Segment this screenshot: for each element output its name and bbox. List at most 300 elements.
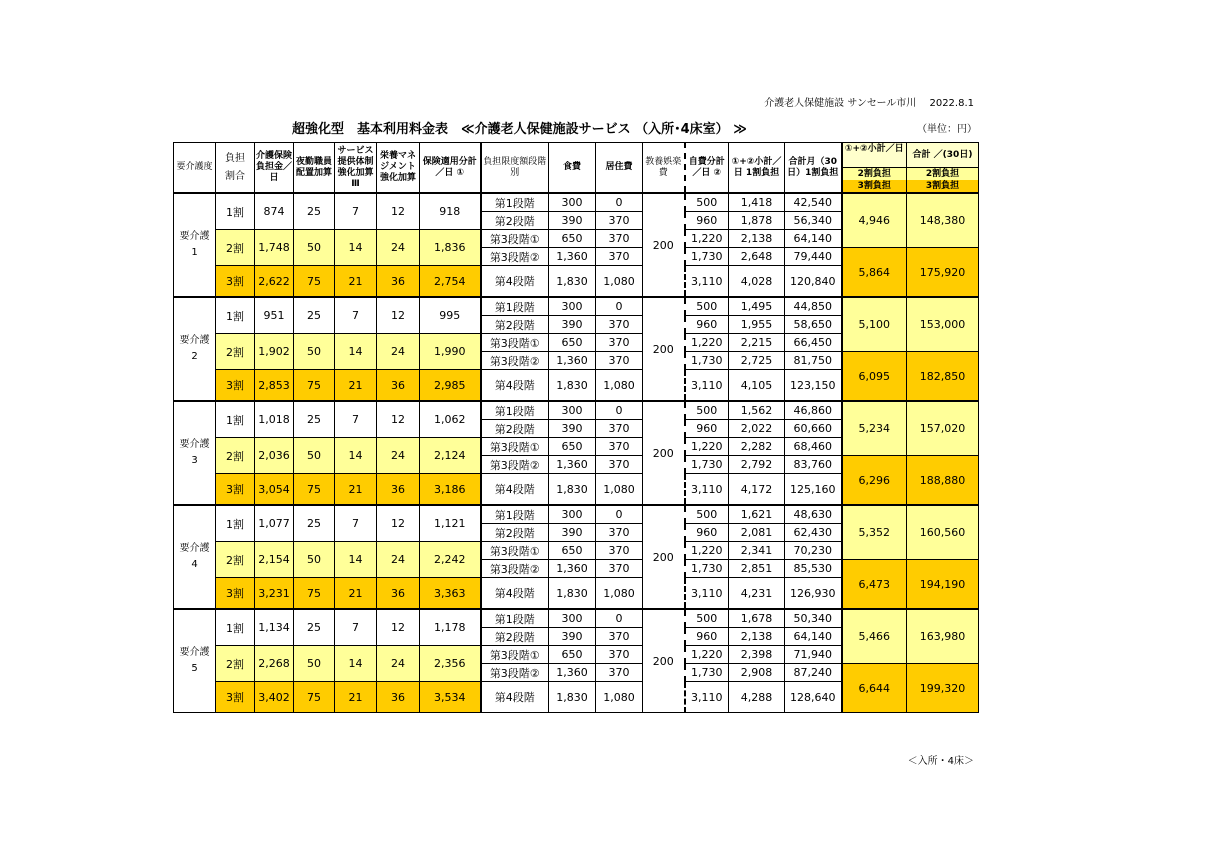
room-fee: 370 (596, 212, 643, 230)
food-fee: 650 (549, 230, 596, 248)
stage-label: 第3段階② (481, 664, 549, 682)
day-total: 2,648 (729, 248, 785, 266)
col-stage: 負担限度額段階別 (481, 143, 549, 194)
col-self: 自費分計／日 ② (685, 143, 729, 194)
care-level-number: 4 (191, 559, 198, 570)
month-total: 85,530 (785, 560, 842, 578)
day-total: 1,878 (729, 212, 785, 230)
ratio2-month-total: 163,980 (907, 609, 979, 664)
month-total: 64,140 (785, 230, 842, 248)
self-subtotal: 1,220 (685, 542, 729, 560)
day-total: 1,418 (729, 193, 785, 212)
col-sub-month (907, 143, 979, 194)
burden-ratio: 2割 (216, 230, 255, 266)
col-total-month: 合計月（30日）1割負担 (785, 143, 842, 194)
stage-label: 第2段階 (481, 628, 549, 646)
self-subtotal: 500 (685, 505, 729, 524)
applied-subtotal: 2,124 (420, 438, 481, 474)
ratio2-month-total: 157,020 (907, 401, 979, 456)
room-fee: 370 (596, 438, 643, 456)
month-total: 66,450 (785, 334, 842, 352)
stage-label: 第3段階② (481, 248, 549, 266)
day-total: 4,172 (729, 474, 785, 506)
service-fee: 21 (335, 266, 377, 298)
service-fee: 14 (335, 646, 377, 682)
nutrition-fee: 24 (377, 542, 420, 578)
ratio3-day-total: 6,644 (842, 664, 907, 713)
insurance-fee: 2,268 (255, 646, 294, 682)
table-row (174, 609, 979, 628)
recreation-fee: 200 (643, 609, 685, 713)
stage-label: 第4段階 (481, 370, 549, 402)
service-fee: 7 (335, 297, 377, 334)
document-date: 2022.8.1 (929, 98, 974, 109)
stage-label: 第1段階 (481, 609, 549, 628)
month-total: 126,930 (785, 578, 842, 610)
self-subtotal: 500 (685, 193, 729, 212)
burden-ratio: 1割 (216, 297, 255, 334)
applied-subtotal: 1,990 (420, 334, 481, 370)
night-staff-fee: 25 (294, 193, 335, 230)
col-total-day: ①+②小計／日 1割負担 (729, 143, 785, 194)
stage-label: 第4段階 (481, 682, 549, 713)
col-sub-month-note-b: 3割負担 (907, 180, 978, 192)
burden-ratio: 2割 (216, 646, 255, 682)
night-staff-fee: 75 (294, 474, 335, 506)
food-fee: 1,360 (549, 560, 596, 578)
nutrition-fee: 36 (377, 266, 420, 298)
insurance-fee: 3,402 (255, 682, 294, 713)
col-recreation: 教養娯楽費 (643, 143, 685, 194)
care-level-name: 要介護 (179, 439, 210, 450)
day-total: 1,678 (729, 609, 785, 628)
day-total: 2,908 (729, 664, 785, 682)
care-level-name: 要介護 (179, 335, 210, 346)
month-total: 81,750 (785, 352, 842, 370)
col-food: 食費 (549, 143, 596, 194)
care-level-name: 要介護 (179, 231, 210, 242)
insurance-fee: 3,054 (255, 474, 294, 506)
room-fee: 1,080 (596, 474, 643, 506)
food-fee: 1,830 (549, 474, 596, 506)
recreation-fee: 200 (643, 401, 685, 505)
self-subtotal: 3,110 (685, 266, 729, 298)
stage-label: 第3段階② (481, 352, 549, 370)
room-fee: 370 (596, 334, 643, 352)
month-total: 71,940 (785, 646, 842, 664)
day-total: 4,028 (729, 266, 785, 298)
month-total: 56,340 (785, 212, 842, 230)
night-staff-fee: 25 (294, 401, 335, 438)
day-total: 4,288 (729, 682, 785, 713)
care-level-name: 要介護 (179, 543, 210, 554)
month-total: 50,340 (785, 609, 842, 628)
month-total: 64,140 (785, 628, 842, 646)
self-subtotal: 500 (685, 609, 729, 628)
day-total: 1,562 (729, 401, 785, 420)
burden-ratio: 1割 (216, 609, 255, 646)
room-fee: 0 (596, 505, 643, 524)
night-staff-fee: 50 (294, 334, 335, 370)
insurance-fee: 951 (255, 297, 294, 334)
stage-label: 第3段階① (481, 334, 549, 352)
col-night: 夜勤職員配置加算 (294, 143, 335, 194)
food-fee: 390 (549, 420, 596, 438)
month-total: 125,160 (785, 474, 842, 506)
burden-ratio: 3割 (216, 682, 255, 713)
nutrition-fee: 24 (377, 646, 420, 682)
self-subtotal: 3,110 (685, 682, 729, 713)
service-fee: 14 (335, 334, 377, 370)
stage-label: 第4段階 (481, 578, 549, 610)
food-fee: 1,360 (549, 248, 596, 266)
col-sub-day (842, 143, 907, 194)
room-fee: 370 (596, 560, 643, 578)
room-fee: 370 (596, 524, 643, 542)
stage-label: 第3段階① (481, 438, 549, 456)
room-fee: 1,080 (596, 578, 643, 610)
self-subtotal: 1,730 (685, 248, 729, 266)
day-total: 2,138 (729, 628, 785, 646)
ratio2-day-total: 5,234 (842, 401, 907, 456)
food-fee: 390 (549, 628, 596, 646)
food-fee: 300 (549, 297, 596, 316)
food-fee: 1,830 (549, 682, 596, 713)
applied-subtotal: 3,534 (420, 682, 481, 713)
stage-label: 第2段階 (481, 524, 549, 542)
table-row (174, 193, 979, 212)
ratio3-month-total: 194,190 (907, 560, 979, 610)
burden-ratio: 2割 (216, 542, 255, 578)
burden-ratio: 1割 (216, 401, 255, 438)
service-fee: 14 (335, 438, 377, 474)
self-subtotal: 3,110 (685, 578, 729, 610)
insurance-fee: 874 (255, 193, 294, 230)
day-total: 1,495 (729, 297, 785, 316)
day-total: 1,955 (729, 316, 785, 334)
stage-label: 第3段階① (481, 230, 549, 248)
room-fee: 1,080 (596, 370, 643, 402)
service-fee: 21 (335, 578, 377, 610)
stage-label: 第1段階 (481, 193, 549, 212)
care-level-number: 1 (191, 247, 198, 258)
day-total: 2,725 (729, 352, 785, 370)
nutrition-fee: 36 (377, 370, 420, 402)
service-fee: 21 (335, 682, 377, 713)
burden-ratio: 3割 (216, 474, 255, 506)
self-subtotal: 3,110 (685, 474, 729, 506)
self-subtotal: 1,730 (685, 664, 729, 682)
care-level-number: 3 (191, 455, 198, 466)
month-total: 70,230 (785, 542, 842, 560)
recreation-fee: 200 (643, 505, 685, 609)
applied-subtotal: 918 (420, 193, 481, 230)
insurance-fee: 2,853 (255, 370, 294, 402)
food-fee: 650 (549, 542, 596, 560)
day-total: 4,231 (729, 578, 785, 610)
day-total: 2,341 (729, 542, 785, 560)
applied-subtotal: 2,754 (420, 266, 481, 298)
night-staff-fee: 75 (294, 682, 335, 713)
day-total: 2,022 (729, 420, 785, 438)
room-fee: 370 (596, 316, 643, 334)
nutrition-fee: 24 (377, 334, 420, 370)
stage-label: 第3段階② (481, 456, 549, 474)
nutrition-fee: 36 (377, 682, 420, 713)
page-title: 超強化型 基本利用料金表 ≪介護老人保健施設サービス （入所･4床室） ≫ (292, 122, 747, 137)
insurance-fee: 1,077 (255, 505, 294, 542)
night-staff-fee: 50 (294, 438, 335, 474)
self-subtotal: 960 (685, 212, 729, 230)
day-total: 2,792 (729, 456, 785, 474)
food-fee: 300 (549, 505, 596, 524)
room-fee: 370 (596, 248, 643, 266)
insurance-fee: 2,622 (255, 266, 294, 298)
food-fee: 300 (549, 401, 596, 420)
col-service: サービス提供体制強化加算Ⅲ (335, 143, 377, 194)
room-fee: 370 (596, 664, 643, 682)
night-staff-fee: 50 (294, 646, 335, 682)
applied-subtotal: 1,062 (420, 401, 481, 438)
month-total: 42,540 (785, 193, 842, 212)
col-applied: 保険適用分計／日 ① (420, 143, 481, 194)
insurance-fee: 2,154 (255, 542, 294, 578)
ratio3-day-total: 6,473 (842, 560, 907, 610)
stage-label: 第2段階 (481, 316, 549, 334)
col-insurance: 介護保険負担金／日 (255, 143, 294, 194)
nutrition-fee: 36 (377, 474, 420, 506)
stage-label: 第4段階 (481, 474, 549, 506)
night-staff-fee: 75 (294, 266, 335, 298)
self-subtotal: 960 (685, 420, 729, 438)
insurance-fee: 1,018 (255, 401, 294, 438)
nutrition-fee: 12 (377, 401, 420, 438)
table-row (174, 297, 979, 316)
ratio2-day-total: 5,100 (842, 297, 907, 352)
self-subtotal: 1,730 (685, 456, 729, 474)
stage-label: 第2段階 (481, 420, 549, 438)
ratio3-day-total: 6,296 (842, 456, 907, 506)
service-fee: 21 (335, 370, 377, 402)
ratio3-month-total: 175,920 (907, 248, 979, 298)
day-total: 4,105 (729, 370, 785, 402)
month-total: 58,650 (785, 316, 842, 334)
room-fee: 1,080 (596, 266, 643, 298)
food-fee: 390 (549, 212, 596, 230)
month-total: 79,440 (785, 248, 842, 266)
service-fee: 7 (335, 193, 377, 230)
nutrition-fee: 24 (377, 438, 420, 474)
applied-subtotal: 2,242 (420, 542, 481, 578)
room-fee: 0 (596, 401, 643, 420)
self-subtotal: 1,730 (685, 560, 729, 578)
col-ratio-a: 負担 (225, 152, 245, 164)
col-room: 居住費 (596, 143, 643, 194)
room-fee: 370 (596, 542, 643, 560)
col-sub-day-note-a: 2割負担 (843, 167, 907, 180)
table-row (174, 401, 979, 420)
insurance-fee: 1,748 (255, 230, 294, 266)
room-fee: 370 (596, 628, 643, 646)
care-level-label (174, 505, 216, 609)
stage-label: 第3段階① (481, 646, 549, 664)
care-level-name: 要介護 (179, 647, 210, 658)
stage-label: 第3段階① (481, 542, 549, 560)
self-subtotal: 1,220 (685, 230, 729, 248)
night-staff-fee: 50 (294, 542, 335, 578)
col-sub-day-note-b: 3割負担 (843, 180, 907, 192)
table-header-row (174, 143, 979, 194)
ratio2-day-total: 5,352 (842, 505, 907, 560)
food-fee: 1,830 (549, 370, 596, 402)
col-sub-day-label: ①+②小計／日 (844, 144, 904, 154)
burden-ratio: 3割 (216, 578, 255, 610)
care-level-label (174, 609, 216, 713)
col-level: 要介護度 (174, 143, 216, 194)
self-subtotal: 1,220 (685, 438, 729, 456)
ratio3-month-total: 182,850 (907, 352, 979, 402)
insurance-fee: 1,902 (255, 334, 294, 370)
month-total: 87,240 (785, 664, 842, 682)
day-total: 2,081 (729, 524, 785, 542)
day-total: 1,621 (729, 505, 785, 524)
room-fee: 0 (596, 609, 643, 628)
stage-label: 第1段階 (481, 401, 549, 420)
nutrition-fee: 24 (377, 230, 420, 266)
care-level-number: 5 (191, 663, 198, 674)
ratio3-month-total: 188,880 (907, 456, 979, 506)
month-total: 120,840 (785, 266, 842, 298)
fee-table (173, 142, 979, 713)
night-staff-fee: 25 (294, 609, 335, 646)
day-total: 2,138 (729, 230, 785, 248)
col-nutrition: 栄養マネジメント強化加算 (377, 143, 420, 194)
col-sub-month-label: 合計 ／(30日) (912, 150, 973, 160)
day-total: 2,398 (729, 646, 785, 664)
burden-ratio: 2割 (216, 334, 255, 370)
recreation-fee: 200 (643, 193, 685, 297)
unit-note: （単位：円） (917, 124, 977, 135)
care-level-label (174, 401, 216, 505)
footer-note: ＜入所・4床＞ (907, 756, 974, 767)
service-fee: 7 (335, 609, 377, 646)
food-fee: 1,360 (549, 664, 596, 682)
applied-subtotal: 3,363 (420, 578, 481, 610)
night-staff-fee: 50 (294, 230, 335, 266)
col-sub-month-note-a: 2割負担 (907, 167, 978, 180)
service-fee: 14 (335, 542, 377, 578)
self-subtotal: 960 (685, 628, 729, 646)
room-fee: 0 (596, 193, 643, 212)
burden-ratio: 3割 (216, 266, 255, 298)
applied-subtotal: 1,836 (420, 230, 481, 266)
stage-label: 第3段階② (481, 560, 549, 578)
night-staff-fee: 75 (294, 578, 335, 610)
burden-ratio: 1割 (216, 505, 255, 542)
self-subtotal: 960 (685, 524, 729, 542)
ratio2-day-total: 5,466 (842, 609, 907, 664)
month-total: 123,150 (785, 370, 842, 402)
food-fee: 1,360 (549, 456, 596, 474)
food-fee: 390 (549, 316, 596, 334)
nutrition-fee: 36 (377, 578, 420, 610)
nutrition-fee: 12 (377, 609, 420, 646)
ratio2-day-total: 4,946 (842, 193, 907, 248)
service-fee: 7 (335, 505, 377, 542)
day-total: 2,282 (729, 438, 785, 456)
service-fee: 21 (335, 474, 377, 506)
ratio3-day-total: 5,864 (842, 248, 907, 298)
month-total: 128,640 (785, 682, 842, 713)
nutrition-fee: 12 (377, 193, 420, 230)
food-fee: 1,360 (549, 352, 596, 370)
food-fee: 650 (549, 334, 596, 352)
room-fee: 0 (596, 297, 643, 316)
food-fee: 1,830 (549, 266, 596, 298)
food-fee: 650 (549, 646, 596, 664)
self-subtotal: 1,220 (685, 334, 729, 352)
room-fee: 370 (596, 352, 643, 370)
burden-ratio: 3割 (216, 370, 255, 402)
self-subtotal: 1,730 (685, 352, 729, 370)
month-total: 44,850 (785, 297, 842, 316)
food-fee: 1,830 (549, 578, 596, 610)
table-body (174, 193, 979, 713)
night-staff-fee: 25 (294, 297, 335, 334)
room-fee: 370 (596, 420, 643, 438)
month-total: 48,630 (785, 505, 842, 524)
insurance-fee: 1,134 (255, 609, 294, 646)
col-ratio (216, 143, 255, 194)
applied-subtotal: 3,186 (420, 474, 481, 506)
self-subtotal: 500 (685, 297, 729, 316)
food-fee: 300 (549, 609, 596, 628)
night-staff-fee: 25 (294, 505, 335, 542)
stage-label: 第1段階 (481, 505, 549, 524)
room-fee: 370 (596, 230, 643, 248)
ratio3-day-total: 6,095 (842, 352, 907, 402)
applied-subtotal: 1,121 (420, 505, 481, 542)
month-total: 60,660 (785, 420, 842, 438)
facility-header (764, 94, 974, 109)
month-total: 46,860 (785, 401, 842, 420)
room-fee: 370 (596, 456, 643, 474)
care-level-label (174, 193, 216, 297)
insurance-fee: 3,231 (255, 578, 294, 610)
month-total: 83,760 (785, 456, 842, 474)
room-fee: 370 (596, 646, 643, 664)
self-subtotal: 1,220 (685, 646, 729, 664)
ratio2-month-total: 153,000 (907, 297, 979, 352)
service-fee: 14 (335, 230, 377, 266)
month-total: 68,460 (785, 438, 842, 456)
day-total: 2,215 (729, 334, 785, 352)
recreation-fee: 200 (643, 297, 685, 401)
applied-subtotal: 2,985 (420, 370, 481, 402)
month-total: 62,430 (785, 524, 842, 542)
care-level-number: 2 (191, 351, 198, 362)
ratio3-month-total: 199,320 (907, 664, 979, 713)
table-row (174, 505, 979, 524)
facility-name: 介護老人保健施設 サンセール市川 (764, 98, 917, 109)
service-fee: 7 (335, 401, 377, 438)
applied-subtotal: 1,178 (420, 609, 481, 646)
ratio2-month-total: 148,380 (907, 193, 979, 248)
stage-label: 第2段階 (481, 212, 549, 230)
room-fee: 1,080 (596, 682, 643, 713)
applied-subtotal: 995 (420, 297, 481, 334)
burden-ratio: 2割 (216, 438, 255, 474)
